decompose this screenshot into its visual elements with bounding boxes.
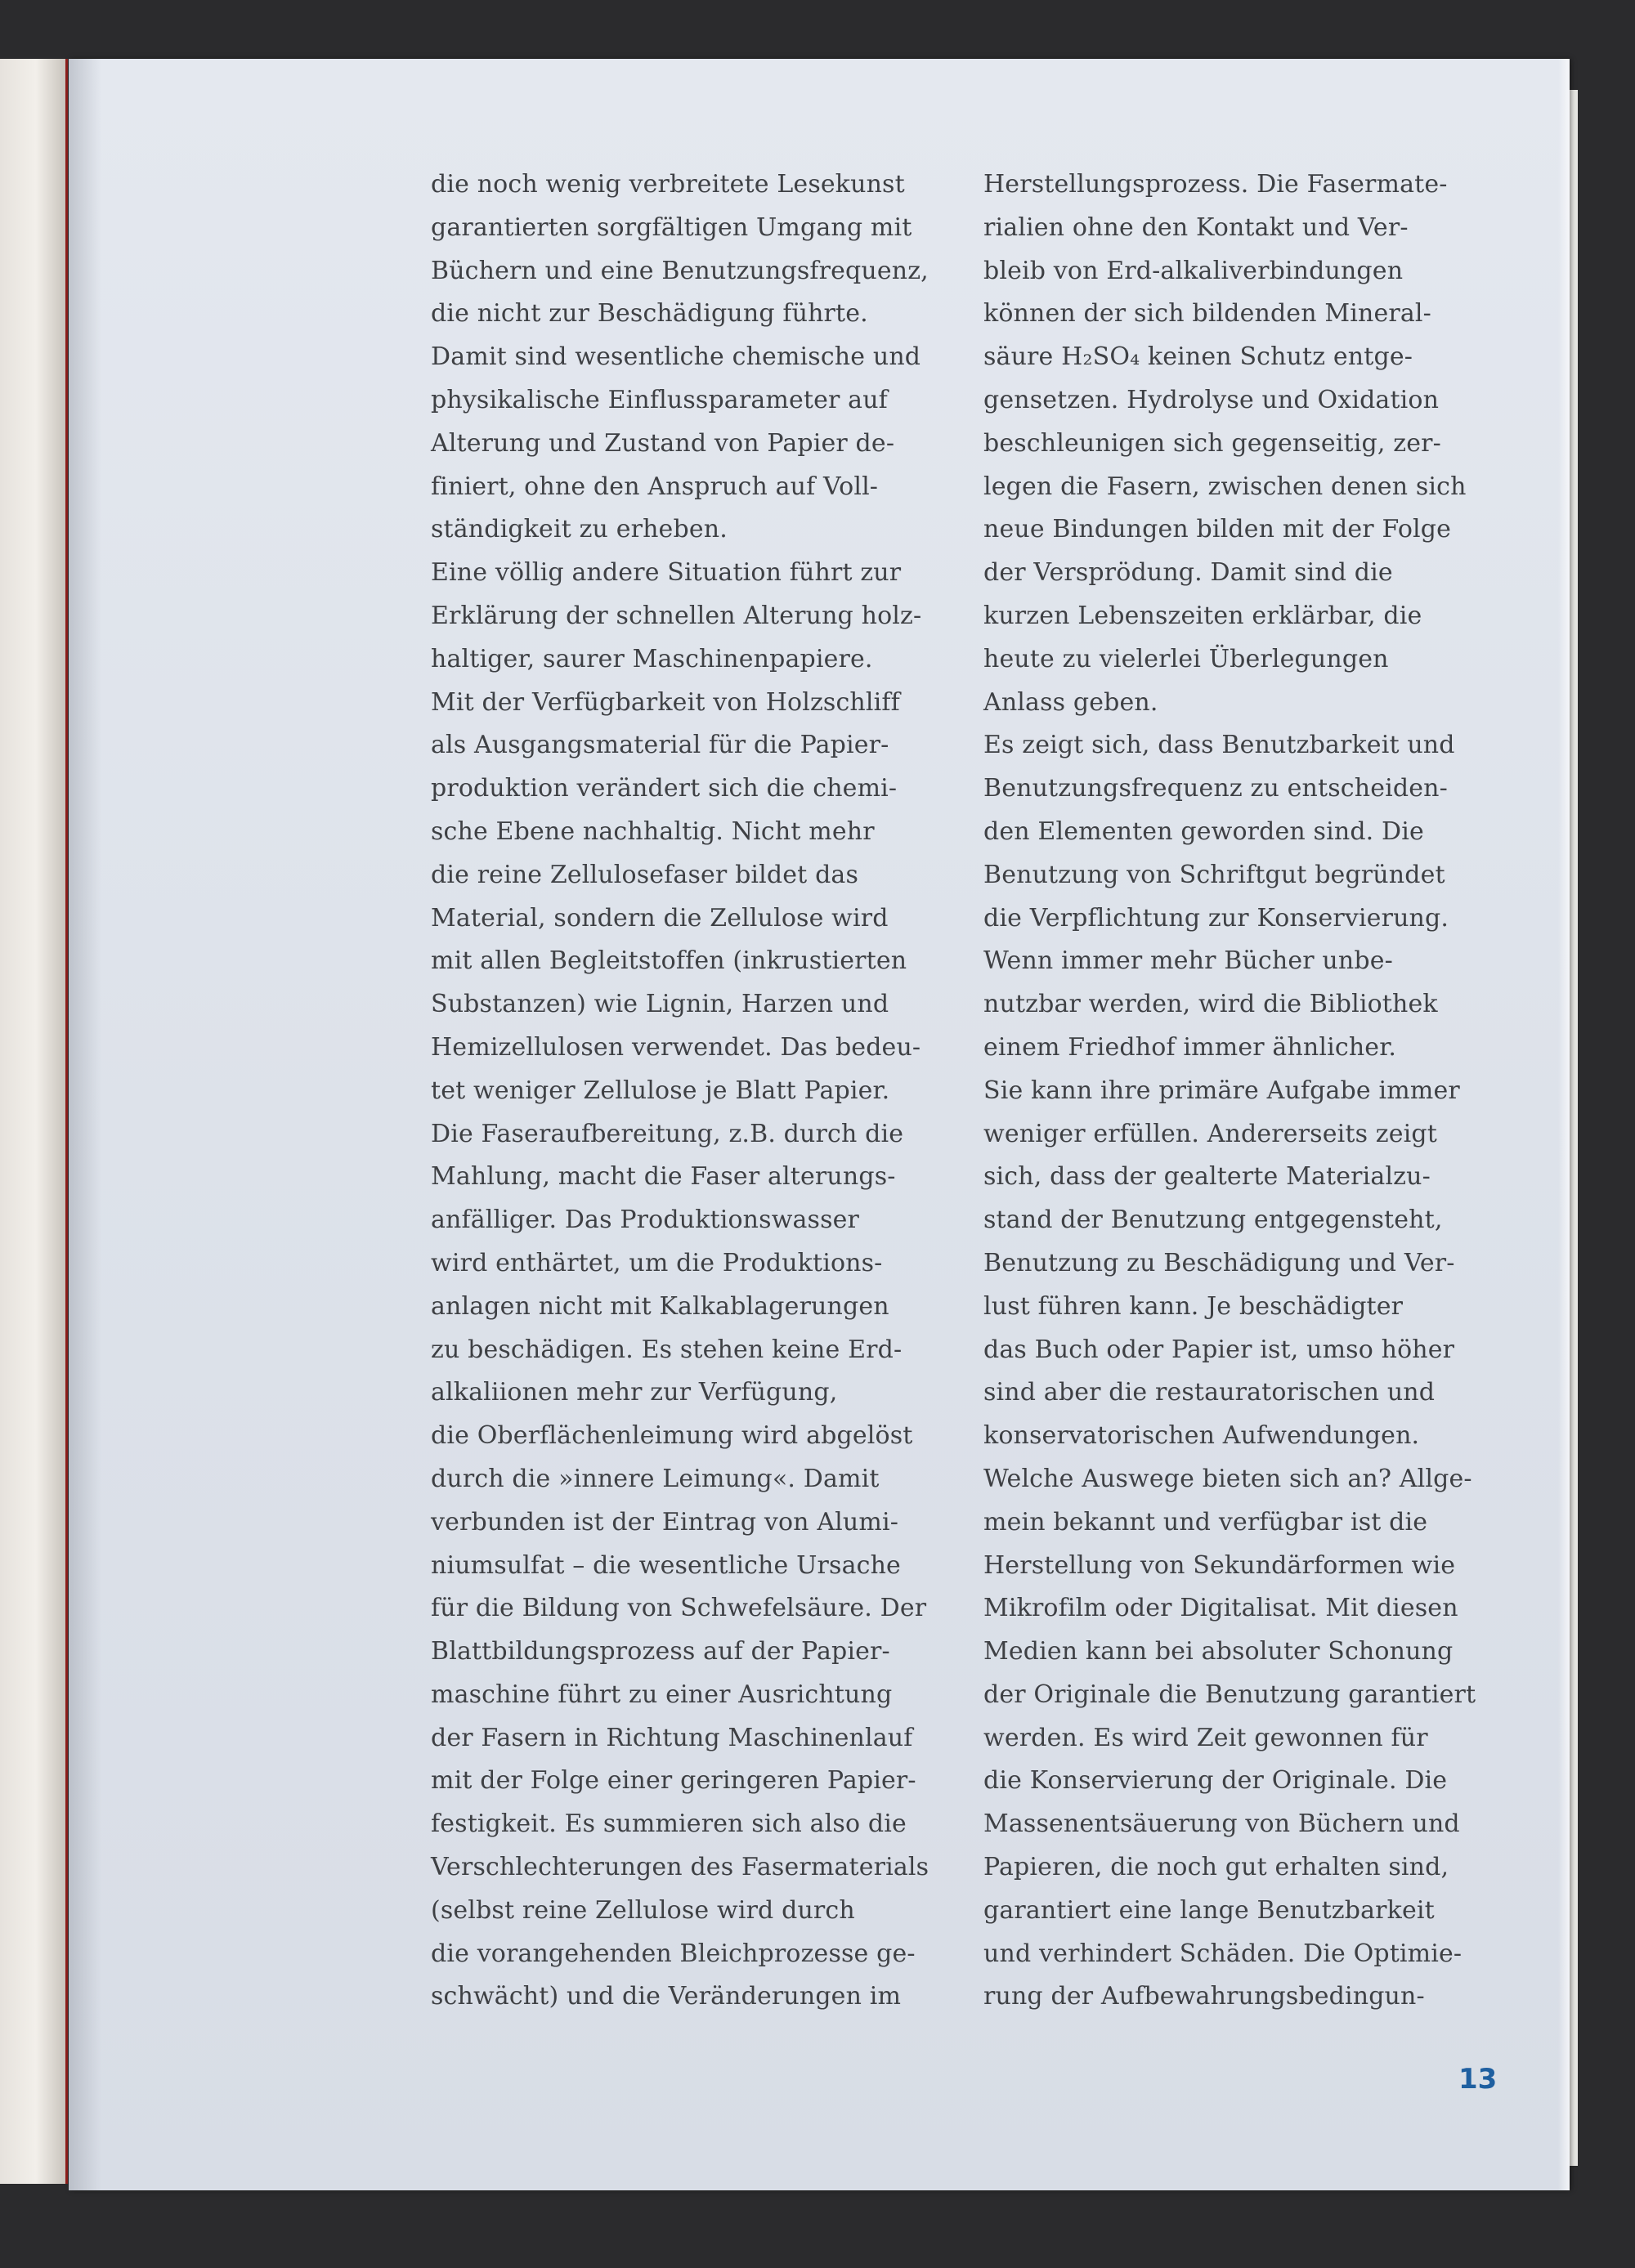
text-line: konservatorischen Aufwendungen. bbox=[983, 1421, 1420, 1451]
text-line: der Versprödung. Damit sind die bbox=[983, 558, 1393, 588]
text-line: Herstellung von Sekundärformen wie bbox=[983, 1550, 1456, 1580]
text-line: Substanzen) wie Lignin, Harzen und bbox=[431, 990, 889, 1019]
text-line: mit der Folge einer geringeren Papier- bbox=[431, 1766, 916, 1796]
text-line: nutzbar werden, wird die Bibliothek bbox=[983, 990, 1438, 1019]
text-line: anlagen nicht mit Kalkablagerungen bbox=[431, 1291, 889, 1321]
text-line: Mahlung, macht die Faser alterungs- bbox=[431, 1162, 896, 1192]
text-line: und verhindert Schäden. Die Optimie- bbox=[983, 1939, 1463, 1968]
text-line: die vorangehenden Bleichprozesse ge- bbox=[431, 1939, 916, 1968]
left-page-edge bbox=[0, 59, 68, 2184]
text-line: Die Faseraufbereitung, z.B. durch die bbox=[431, 1119, 904, 1148]
text-line: Damit sind wesentliche chemische und bbox=[431, 342, 921, 372]
text-line: Benutzungsfrequenz zu entscheiden- bbox=[983, 774, 1448, 803]
text-line: kurzen Lebenszeiten erklärbar, die bbox=[983, 601, 1422, 630]
text-line: festigkeit. Es summieren sich also die bbox=[431, 1809, 907, 1839]
text-line: Benutzung zu Beschädigung und Ver- bbox=[983, 1248, 1455, 1277]
text-line: Wenn immer mehr Bücher unbe- bbox=[983, 946, 1393, 976]
page-right-edge bbox=[1570, 90, 1578, 2166]
text-line: können der sich bildenden Mineral- bbox=[983, 299, 1431, 329]
text-line: legen die Fasern, zwischen denen sich bbox=[983, 472, 1467, 501]
text-line: tet weniger Zellulose je Blatt Papier. bbox=[431, 1076, 890, 1105]
text-line: Alterung und Zustand von Papier de- bbox=[431, 428, 895, 458]
text-line: mein bekannt und verfügbar ist die bbox=[983, 1507, 1428, 1537]
text-line: Mikrofilm oder Digitalisat. Mit diesen bbox=[983, 1594, 1458, 1623]
text-line: stand der Benutzung entgegensteht, bbox=[983, 1206, 1443, 1235]
text-line: Erklärung der schnellen Alterung holz- bbox=[431, 601, 922, 630]
text-line: niumsulfat – die wesentliche Ursache bbox=[431, 1550, 901, 1580]
text-line: (selbst reine Zellulose wird durch bbox=[431, 1895, 855, 1925]
text-line: sche Ebene nachhaltig. Nicht mehr bbox=[431, 816, 875, 846]
text-line: die nicht zur Beschädigung führte. bbox=[431, 299, 868, 329]
text-line: als Ausgangsmaterial für die Papier- bbox=[431, 731, 889, 760]
text-line: sich, dass der gealterte Materialzu- bbox=[983, 1162, 1431, 1192]
text-line: garantierten sorgfältigen Umgang mit bbox=[431, 212, 912, 242]
text-line: Es zeigt sich, dass Benutzbarkeit und bbox=[983, 731, 1455, 760]
text-line: mit allen Begleitstoffen (inkrustierten bbox=[431, 946, 907, 976]
text-line: anfälliger. Das Produktionswasser bbox=[431, 1206, 860, 1235]
text-line: Verschlechterungen des Fasermaterials bbox=[431, 1853, 929, 1882]
text-line: wird enthärtet, um die Produktions- bbox=[431, 1248, 883, 1277]
text-line: bleib von Erd-alkaliverbindungen bbox=[983, 256, 1404, 285]
text-line: Herstellungsprozess. Die Fasermate- bbox=[983, 170, 1448, 199]
text-line: finiert, ohne den Anspruch auf Voll- bbox=[431, 472, 879, 501]
text-line: einem Friedhof immer ähnlicher. bbox=[983, 1032, 1397, 1062]
text-line: rung der Aufbewahrungsbedingun- bbox=[983, 1982, 1425, 2011]
text-line: maschine führt zu einer Ausrichtung bbox=[431, 1680, 893, 1709]
text-line: für die Bildung von Schwefelsäure. Der bbox=[431, 1594, 927, 1623]
text-line: gensetzen. Hydrolyse und Oxidation bbox=[983, 385, 1440, 414]
text-line: Blattbildungsprozess auf der Papier- bbox=[431, 1637, 890, 1666]
text-line: durch die »innere Leimung«. Damit bbox=[431, 1464, 880, 1493]
text-line: die noch wenig verbreitete Lesekunst bbox=[431, 170, 905, 199]
text-line: den Elementen geworden sind. Die bbox=[983, 816, 1424, 846]
text-line: die Verpflichtung zur Konservierung. bbox=[983, 903, 1449, 933]
text-line: Massenentsäuerung von Büchern und bbox=[983, 1809, 1460, 1839]
text-line: werden. Es wird Zeit gewonnen für bbox=[983, 1723, 1428, 1752]
text-line: Benutzung von Schriftgut begründet bbox=[983, 860, 1445, 889]
text-line: Papieren, die noch gut erhalten sind, bbox=[983, 1853, 1449, 1882]
text-line: produktion verändert sich die chemi- bbox=[431, 774, 898, 803]
page-number: 13 bbox=[1458, 2063, 1498, 2096]
text-line: lust führen kann. Je beschädigter bbox=[983, 1291, 1404, 1321]
text-column-right bbox=[983, 163, 1507, 2019]
text-line: schwächt) und die Veränderungen im bbox=[431, 1982, 902, 2011]
text-line: rialien ohne den Kontakt und Ver- bbox=[983, 212, 1409, 242]
text-line: säure H₂SO₄ keinen Schutz entge- bbox=[983, 342, 1413, 372]
text-line: neue Bindungen bilden mit der Folge bbox=[983, 515, 1452, 544]
text-line: das Buch oder Papier ist, umso höher bbox=[983, 1335, 1455, 1364]
text-line: Hemizellulosen verwendet. Das bedeu- bbox=[431, 1032, 921, 1062]
text-line: Material, sondern die Zellulose wird bbox=[431, 903, 889, 933]
text-line: weniger erfüllen. Andererseits zeigt bbox=[983, 1119, 1437, 1148]
text-line: Eine völlig andere Situation führt zur bbox=[431, 558, 902, 588]
book-page bbox=[69, 59, 1570, 2190]
text-line: Sie kann ihre primäre Aufgabe immer bbox=[983, 1076, 1460, 1105]
text-line: garantiert eine lange Benutzbarkeit bbox=[983, 1895, 1435, 1925]
text-line: haltiger, saurer Maschinenpapiere. bbox=[431, 644, 873, 673]
text-line: verbunden ist der Eintrag von Alumi- bbox=[431, 1507, 898, 1537]
text-line: alkaliionen mehr zur Verfügung, bbox=[431, 1378, 838, 1407]
text-line: beschleunigen sich gegenseitig, zer- bbox=[983, 428, 1441, 458]
text-line: heute zu vielerlei Überlegungen bbox=[983, 644, 1389, 673]
text-line: die Oberflächenleimung wird abgelöst bbox=[431, 1421, 913, 1451]
text-line: Mit der Verfügbarkeit von Holzschliff bbox=[431, 687, 900, 717]
text-line: Medien kann bei absoluter Schonung bbox=[983, 1637, 1454, 1666]
text-line: Büchern und eine Benutzungsfrequenz, bbox=[431, 256, 929, 285]
text-line: Welche Auswege bieten sich an? Allge- bbox=[983, 1464, 1472, 1493]
text-line: die reine Zellulosefaser bildet das bbox=[431, 860, 858, 889]
text-line: zu beschädigen. Es stehen keine Erd- bbox=[431, 1335, 903, 1364]
text-line: die Konservierung der Originale. Die bbox=[983, 1766, 1448, 1796]
text-line: sind aber die restauratorischen und bbox=[983, 1378, 1436, 1407]
text-line: Anlass geben. bbox=[983, 687, 1158, 717]
text-line: ständigkeit zu erheben. bbox=[431, 515, 728, 544]
text-line: der Originale die Benutzung garantiert bbox=[983, 1680, 1476, 1709]
text-line: physikalische Einflussparameter auf bbox=[431, 385, 888, 414]
text-column-left bbox=[431, 163, 954, 2019]
text-line: der Fasern in Richtung Maschinenlauf bbox=[431, 1723, 913, 1752]
